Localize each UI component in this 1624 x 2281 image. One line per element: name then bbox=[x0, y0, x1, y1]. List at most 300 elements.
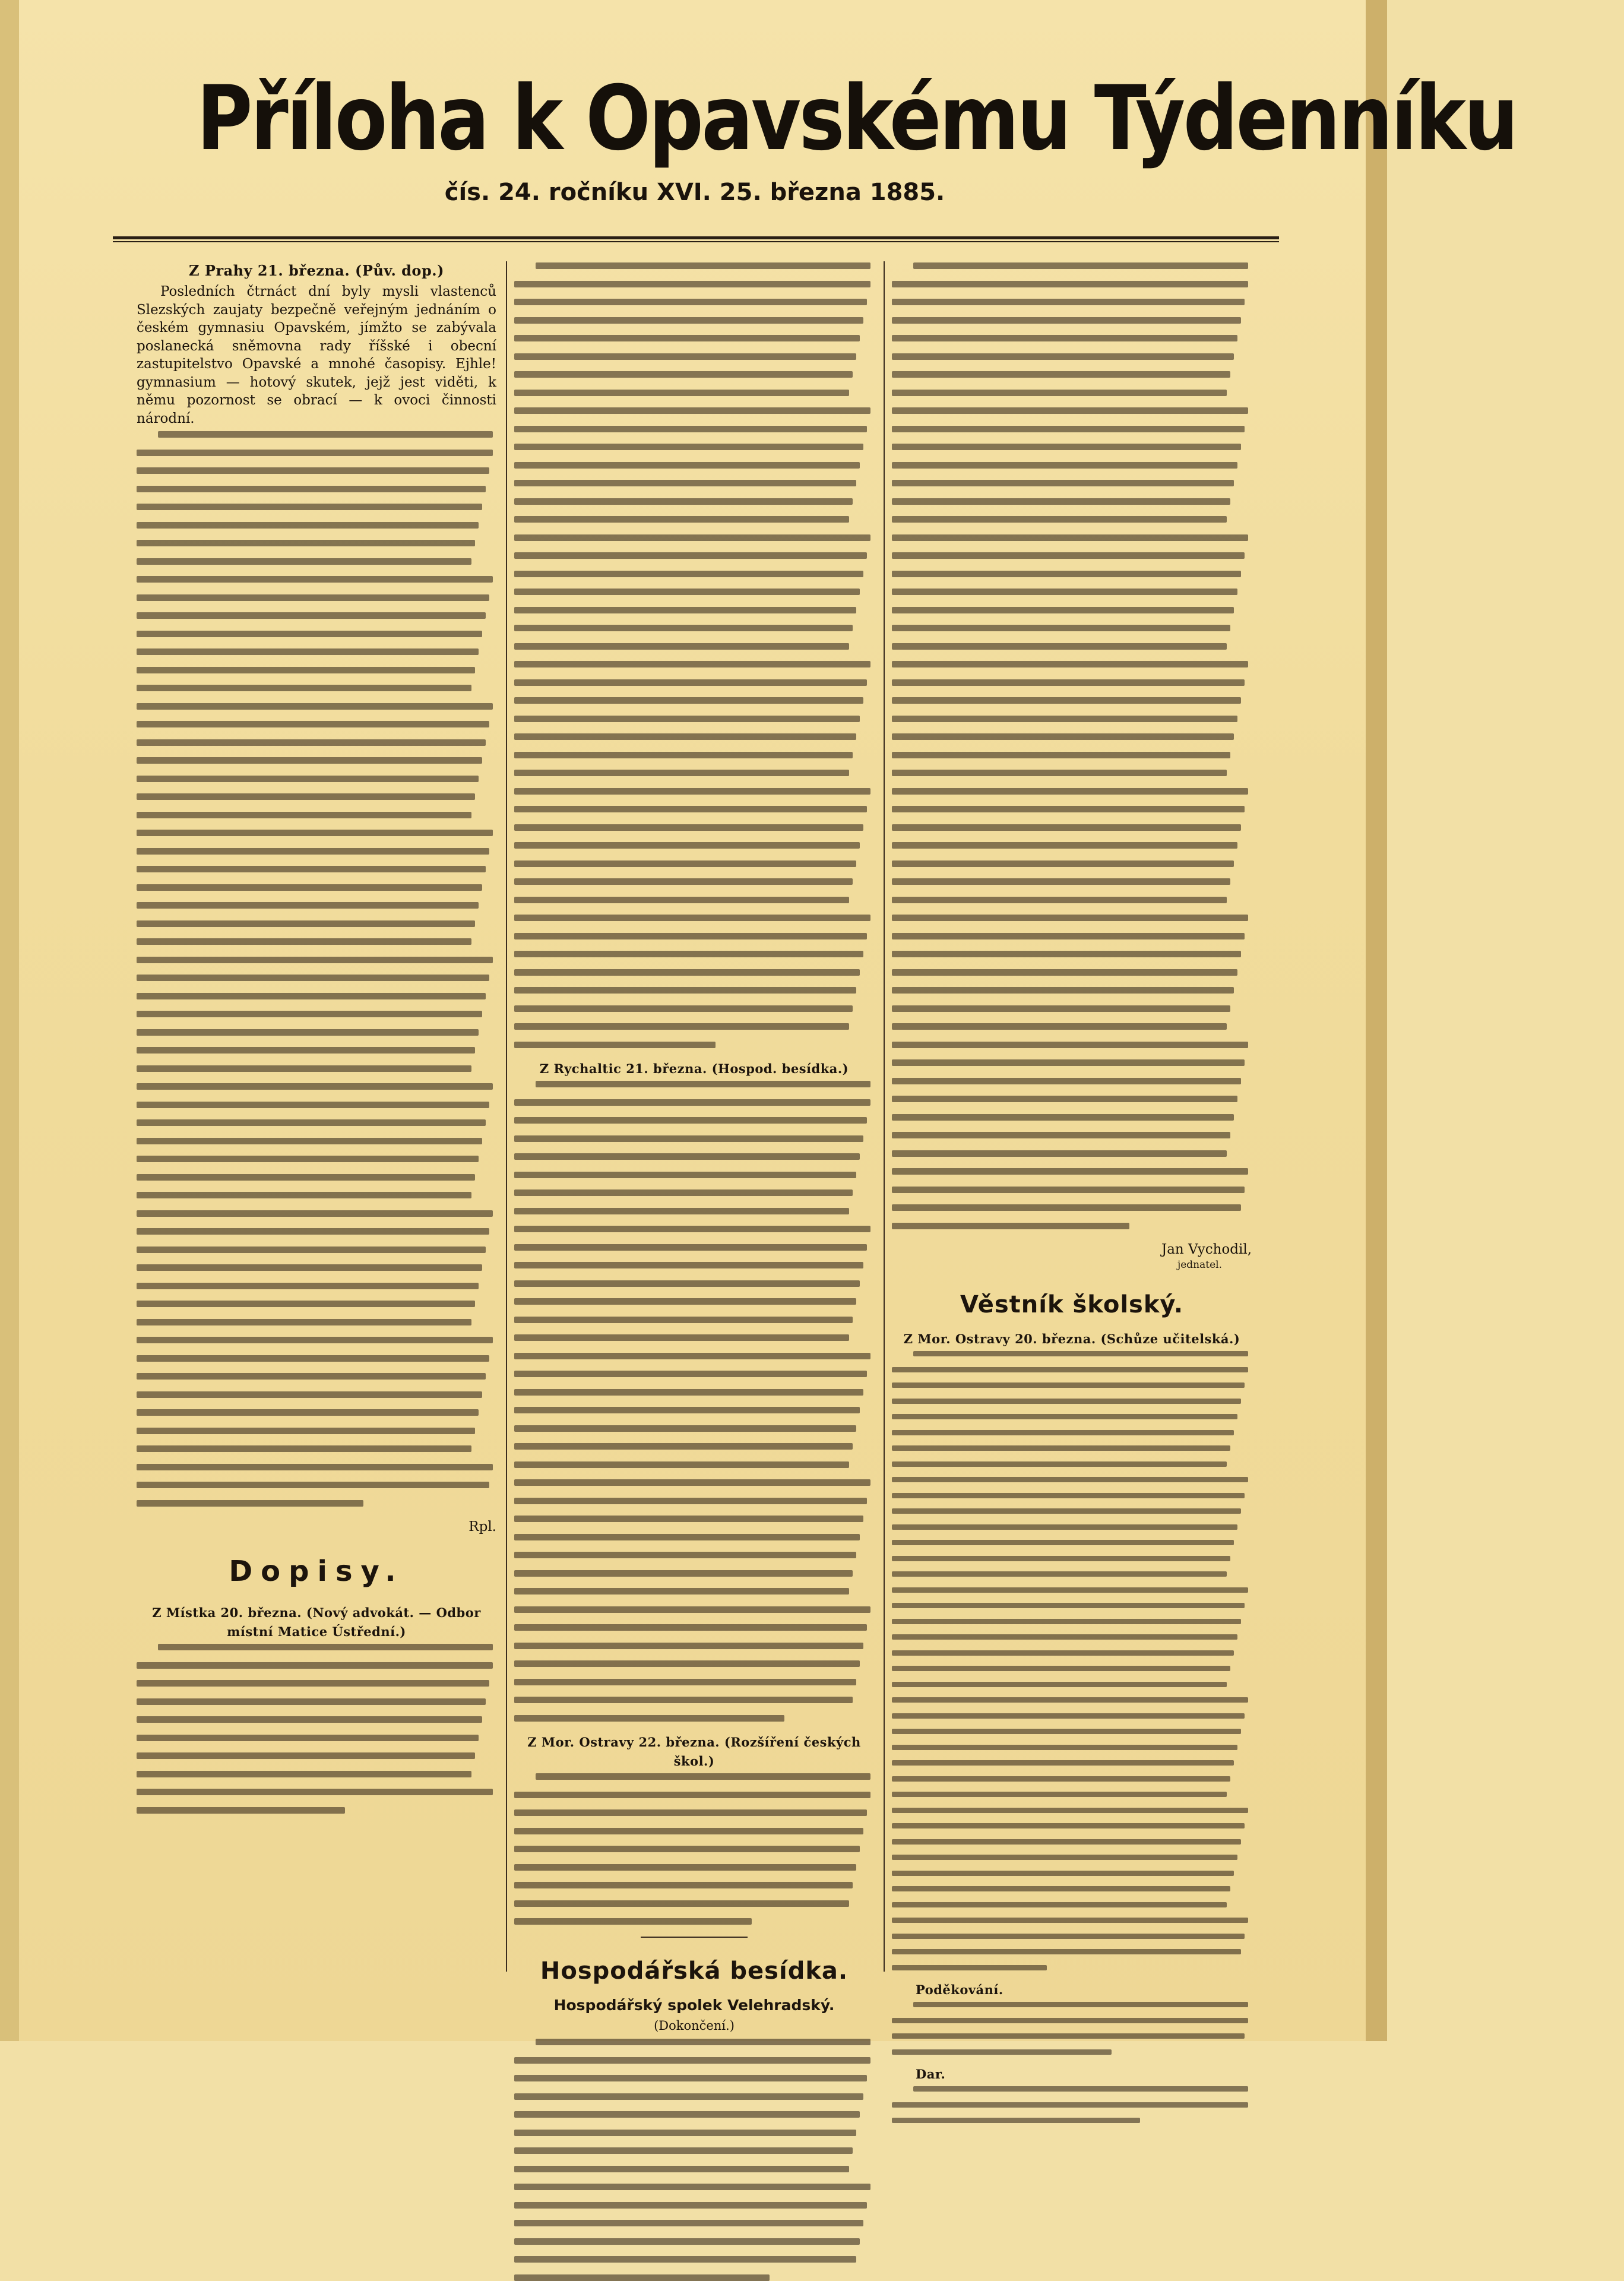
text-line bbox=[514, 860, 856, 867]
text-line bbox=[892, 1792, 1227, 1797]
text-line bbox=[892, 1855, 1237, 1860]
text-line bbox=[892, 1918, 1248, 1923]
text-line bbox=[137, 975, 489, 981]
text-line bbox=[137, 1156, 479, 1162]
text-line bbox=[892, 1096, 1237, 1102]
text-line bbox=[137, 450, 493, 456]
text-line bbox=[137, 1337, 493, 1343]
text-line bbox=[137, 1228, 489, 1235]
article-subtitle-velehrad: Hospodářský spolek Velehradský. bbox=[553, 1997, 835, 2014]
text-line bbox=[514, 1244, 867, 1251]
text-line bbox=[137, 594, 489, 601]
text-line bbox=[514, 1828, 863, 1834]
text-line bbox=[892, 1399, 1241, 1404]
text-line bbox=[913, 2086, 1248, 2092]
masthead-title: Příloha k Opavskému Týdenníku bbox=[196, 67, 1517, 170]
text-line bbox=[892, 1430, 1234, 1435]
text-line bbox=[514, 1846, 860, 1852]
article-text-praha-intro: Posledních čtrnáct dní byly mysli vlastenců Slezských zaujaty bezpečně veřejným jednáním o českém gymnasiu Opavském, jímžto se zabývala poslanecká sněmovna rady říšské i obecní zastupitelstvo Opavské a mnohé časopisy. Ejhle! gymnasium — hotový skutek, jejž jest viděti, k němu pozornost se obrací — k ovoci činnosti národní. bbox=[137, 284, 496, 426]
text-line bbox=[514, 2256, 856, 2263]
text-line bbox=[514, 2130, 856, 2136]
text-line bbox=[892, 679, 1245, 686]
text-line bbox=[514, 1226, 870, 1232]
text-line bbox=[514, 1005, 853, 1012]
text-line bbox=[514, 915, 870, 921]
text-line bbox=[137, 757, 482, 764]
text-line bbox=[892, 933, 1245, 939]
text-line bbox=[137, 993, 486, 999]
text-line bbox=[892, 1132, 1230, 1138]
text-line bbox=[892, 1493, 1245, 1498]
issue-line: čís. 24. ročníku XVI. 25. března 1885. bbox=[444, 179, 945, 206]
text-line bbox=[514, 1461, 849, 1468]
text-line bbox=[892, 1445, 1230, 1451]
text-line bbox=[137, 612, 486, 619]
text-line bbox=[514, 716, 860, 722]
notice-title-podekovani: Poděkování. bbox=[916, 1982, 1003, 1997]
text-line bbox=[158, 431, 493, 438]
text-line bbox=[514, 679, 867, 686]
text-line bbox=[514, 1135, 863, 1142]
text-line bbox=[892, 1367, 1248, 1372]
text-line bbox=[892, 1223, 1129, 1229]
text-line bbox=[137, 739, 486, 746]
text-line bbox=[514, 1117, 867, 1124]
text-line bbox=[514, 661, 870, 667]
text-line bbox=[137, 1662, 493, 1669]
text-line bbox=[514, 788, 870, 795]
text-line bbox=[137, 793, 475, 800]
text-line bbox=[892, 1934, 1245, 1939]
text-line bbox=[892, 1650, 1234, 1656]
column-1 bbox=[137, 261, 496, 1983]
text-line bbox=[514, 2238, 860, 2245]
text-line bbox=[514, 697, 863, 704]
text-line bbox=[892, 1150, 1227, 1157]
text-line bbox=[892, 589, 1237, 595]
text-line bbox=[892, 878, 1230, 885]
text-line bbox=[892, 969, 1237, 976]
text-line bbox=[514, 1588, 849, 1595]
text-line bbox=[892, 716, 1237, 722]
text-line bbox=[137, 866, 486, 872]
text-line bbox=[892, 571, 1241, 577]
text-line bbox=[892, 353, 1234, 360]
text-line bbox=[514, 571, 863, 577]
text-line bbox=[137, 1373, 486, 1380]
text-line bbox=[514, 1606, 870, 1613]
text-line bbox=[158, 1644, 493, 1650]
text-line bbox=[913, 1351, 1248, 1356]
text-line bbox=[892, 1556, 1230, 1561]
text-line bbox=[514, 1679, 856, 1685]
text-line bbox=[892, 1949, 1241, 1954]
text-line bbox=[514, 498, 853, 505]
text-line bbox=[514, 1498, 867, 1504]
text-line bbox=[892, 2033, 1245, 2039]
text-line bbox=[514, 2220, 863, 2226]
text-line bbox=[892, 625, 1230, 631]
text-line bbox=[892, 788, 1248, 795]
text-line bbox=[514, 1042, 716, 1048]
text-line bbox=[137, 1716, 482, 1723]
text-line bbox=[892, 1187, 1245, 1193]
text-line bbox=[514, 643, 849, 650]
text-line bbox=[514, 806, 867, 812]
text-line bbox=[892, 1839, 1241, 1845]
text-line bbox=[137, 1319, 471, 1325]
text-line bbox=[514, 2274, 770, 2281]
text-line bbox=[892, 1902, 1227, 1907]
text-line bbox=[892, 2118, 1140, 2123]
text-line bbox=[137, 1138, 482, 1144]
text-line bbox=[137, 558, 471, 565]
text-line bbox=[514, 1534, 860, 1540]
text-line bbox=[892, 480, 1234, 486]
text-line bbox=[514, 1516, 863, 1522]
article-signature-vychodil: Jan Vychodil, bbox=[1161, 1242, 1252, 1257]
text-line bbox=[514, 933, 867, 939]
text-line bbox=[514, 1023, 849, 1030]
article-body-mistek-continued bbox=[514, 262, 874, 1048]
text-line bbox=[137, 848, 489, 855]
text-line bbox=[514, 1882, 853, 1888]
text-line bbox=[137, 902, 479, 909]
text-line bbox=[892, 1414, 1237, 1419]
text-line bbox=[892, 1042, 1248, 1048]
text-line bbox=[137, 1735, 479, 1741]
text-line bbox=[514, 371, 853, 378]
text-line bbox=[137, 1047, 475, 1054]
text-line bbox=[892, 462, 1237, 469]
section-title-hospodarska-besidka: Hospodářská besídka. bbox=[540, 1957, 849, 1985]
text-line bbox=[137, 685, 471, 691]
article-dateline-ostrava-school: Z Mor. Ostravy 20. března. (Schůze učitelská.) bbox=[903, 1331, 1240, 1346]
text-line bbox=[514, 2166, 849, 2172]
text-line bbox=[137, 1391, 482, 1398]
text-line bbox=[514, 733, 856, 740]
text-line bbox=[892, 1078, 1241, 1084]
text-line bbox=[892, 1461, 1227, 1467]
text-line bbox=[514, 878, 853, 885]
text-line bbox=[536, 1081, 870, 1087]
text-line bbox=[892, 1697, 1248, 1703]
text-line bbox=[137, 938, 471, 945]
text-line bbox=[892, 697, 1241, 704]
text-line bbox=[514, 625, 853, 631]
text-line bbox=[536, 262, 870, 269]
text-line bbox=[892, 733, 1234, 740]
text-line bbox=[137, 1428, 475, 1434]
text-line bbox=[514, 1697, 853, 1703]
text-line bbox=[514, 589, 860, 595]
article-dateline-ostrava: Z Mor. Ostravy 22. března. (Rozšíření českých škol.) bbox=[527, 1735, 861, 1769]
text-line bbox=[892, 1871, 1234, 1876]
text-line bbox=[514, 444, 863, 450]
notice-title-dar: Dar. bbox=[916, 2067, 946, 2081]
text-line bbox=[137, 1680, 489, 1687]
text-line bbox=[892, 1634, 1237, 1640]
text-line bbox=[137, 1174, 475, 1181]
text-line bbox=[514, 2184, 870, 2190]
text-line bbox=[892, 951, 1241, 957]
text-line bbox=[137, 1065, 471, 1072]
text-line bbox=[137, 1445, 471, 1452]
text-line bbox=[514, 1643, 863, 1649]
text-line bbox=[892, 2018, 1248, 2023]
text-line bbox=[514, 516, 849, 523]
text-line bbox=[137, 1409, 479, 1416]
text-line bbox=[514, 1153, 860, 1160]
text-line bbox=[892, 317, 1241, 324]
text-line bbox=[514, 1407, 860, 1413]
masthead-rule-thin bbox=[113, 241, 1279, 242]
text-line bbox=[137, 1029, 479, 1036]
text-line bbox=[137, 1752, 475, 1759]
text-line bbox=[137, 1283, 479, 1289]
text-line bbox=[514, 1443, 853, 1450]
text-line bbox=[514, 607, 856, 613]
text-line bbox=[892, 1682, 1227, 1687]
text-line bbox=[514, 534, 870, 541]
masthead-rule bbox=[113, 236, 1279, 239]
text-line bbox=[892, 1886, 1230, 1891]
text-line bbox=[892, 1760, 1234, 1766]
text-line bbox=[137, 1698, 486, 1705]
text-line bbox=[514, 2057, 870, 2064]
text-line bbox=[892, 516, 1227, 523]
text-line bbox=[892, 752, 1230, 758]
text-line bbox=[514, 1792, 870, 1798]
text-line bbox=[892, 824, 1241, 831]
text-line bbox=[137, 522, 479, 529]
text-line bbox=[137, 920, 475, 927]
text-line bbox=[514, 1864, 856, 1871]
scan-edge-left bbox=[0, 0, 19, 2041]
text-line bbox=[514, 2075, 867, 2081]
text-line bbox=[514, 897, 849, 903]
text-line bbox=[514, 1900, 849, 1907]
text-line bbox=[137, 631, 482, 637]
article-body-ostrava bbox=[514, 1773, 874, 1925]
text-line bbox=[892, 2102, 1248, 2108]
text-line bbox=[514, 2111, 860, 2118]
text-line bbox=[137, 1264, 482, 1271]
text-line bbox=[892, 534, 1248, 541]
text-line bbox=[137, 504, 482, 510]
text-line bbox=[137, 1247, 486, 1253]
text-line bbox=[892, 1382, 1245, 1388]
masthead bbox=[89, 65, 1517, 209]
text-line bbox=[514, 1298, 856, 1305]
text-line bbox=[892, 1603, 1245, 1608]
text-line bbox=[137, 1482, 489, 1488]
text-line bbox=[137, 1771, 471, 1777]
text-line bbox=[892, 1619, 1241, 1624]
text-line bbox=[892, 806, 1245, 812]
text-line bbox=[514, 1425, 856, 1432]
text-line bbox=[892, 1965, 1047, 1970]
text-line bbox=[892, 1059, 1245, 1066]
text-line bbox=[514, 1809, 867, 1816]
article-body-podekovani bbox=[892, 2002, 1252, 2055]
text-line bbox=[536, 1773, 870, 1780]
article-dateline-praha: Z Prahy 21. března. (Pův. dop.) bbox=[189, 262, 444, 279]
text-line bbox=[892, 444, 1241, 450]
text-line bbox=[137, 1192, 471, 1198]
article-dateline-mistek: Z Místka 20. března. (Nový advokát. — Odbor místní Matice Ústřední.) bbox=[152, 1605, 481, 1639]
article-signature-role: jednatel. bbox=[1177, 1259, 1222, 1271]
text-line bbox=[892, 426, 1245, 432]
text-line bbox=[514, 842, 860, 849]
text-line bbox=[892, 371, 1230, 378]
text-line bbox=[514, 407, 870, 414]
text-line bbox=[514, 552, 867, 559]
text-line bbox=[892, 281, 1248, 287]
text-line bbox=[514, 1552, 856, 1558]
text-line bbox=[514, 1624, 867, 1631]
text-line bbox=[137, 467, 489, 474]
text-line bbox=[514, 2147, 853, 2154]
text-line bbox=[514, 1317, 853, 1323]
text-line bbox=[892, 897, 1227, 903]
text-line bbox=[137, 1011, 482, 1017]
text-line bbox=[536, 2039, 870, 2045]
article-body-velehrad bbox=[514, 2039, 874, 2281]
article-body-vestnik bbox=[892, 1351, 1252, 1970]
text-line bbox=[892, 390, 1227, 396]
text-line bbox=[892, 2049, 1112, 2055]
text-line bbox=[892, 1666, 1230, 1671]
text-line bbox=[137, 1789, 493, 1795]
text-line bbox=[514, 281, 870, 287]
text-line bbox=[514, 770, 849, 776]
text-line bbox=[137, 812, 471, 818]
text-line bbox=[514, 299, 867, 305]
scan-edge-right bbox=[1366, 0, 1387, 2041]
text-line bbox=[137, 703, 493, 710]
text-line bbox=[892, 1571, 1227, 1577]
text-line bbox=[514, 390, 849, 396]
text-line bbox=[514, 1371, 867, 1377]
text-line bbox=[514, 480, 856, 486]
text-line bbox=[137, 830, 493, 836]
text-line bbox=[892, 1823, 1245, 1828]
text-line bbox=[892, 1808, 1248, 1813]
text-line bbox=[514, 824, 863, 831]
text-line bbox=[514, 2093, 863, 2100]
text-line bbox=[892, 987, 1234, 994]
text-line bbox=[892, 1168, 1248, 1175]
text-line bbox=[137, 1807, 345, 1814]
text-line bbox=[514, 1918, 752, 1925]
section-title-vestnik-skolsky: Věstník školský. bbox=[960, 1291, 1184, 1318]
text-line bbox=[514, 2202, 867, 2209]
text-line bbox=[137, 776, 479, 782]
text-line bbox=[137, 721, 489, 727]
text-line bbox=[514, 1479, 870, 1486]
text-line bbox=[892, 860, 1234, 867]
text-line bbox=[514, 353, 856, 360]
text-line bbox=[514, 317, 863, 324]
text-line bbox=[892, 1745, 1237, 1750]
text-line bbox=[892, 1776, 1230, 1782]
text-line bbox=[892, 407, 1248, 414]
text-line bbox=[892, 1023, 1227, 1030]
text-line bbox=[892, 1477, 1248, 1482]
text-line bbox=[514, 752, 853, 758]
text-line bbox=[514, 1660, 860, 1667]
text-line bbox=[137, 1464, 493, 1470]
column-divider bbox=[506, 261, 507, 1972]
text-line bbox=[137, 957, 493, 963]
text-line bbox=[514, 1715, 784, 1722]
text-line bbox=[137, 884, 482, 891]
article-body-praha bbox=[137, 431, 496, 1507]
text-line bbox=[514, 1353, 870, 1359]
text-line bbox=[137, 648, 479, 655]
text-line bbox=[137, 576, 493, 583]
text-line bbox=[892, 643, 1227, 650]
text-line bbox=[137, 486, 486, 492]
text-line bbox=[514, 1208, 849, 1214]
text-line bbox=[514, 1262, 863, 1268]
text-line bbox=[137, 1083, 493, 1090]
text-line bbox=[892, 1713, 1245, 1719]
text-line bbox=[137, 1500, 363, 1507]
section-rule bbox=[641, 1937, 748, 1938]
text-line bbox=[892, 1005, 1230, 1012]
text-line bbox=[137, 667, 475, 673]
article-body-mistek bbox=[137, 1644, 496, 1814]
text-line bbox=[514, 462, 860, 469]
column-divider bbox=[884, 261, 885, 1972]
text-line bbox=[514, 1570, 853, 1577]
text-line bbox=[514, 426, 867, 432]
text-line bbox=[892, 1729, 1241, 1734]
text-line bbox=[514, 335, 860, 341]
text-line bbox=[892, 607, 1234, 613]
text-line bbox=[514, 969, 860, 976]
text-line bbox=[137, 540, 475, 546]
section-title-dopisy: Dopisy. bbox=[229, 1555, 404, 1588]
text-line bbox=[892, 1524, 1237, 1530]
text-line bbox=[892, 915, 1248, 921]
column-3 bbox=[892, 261, 1252, 2081]
text-line bbox=[913, 2002, 1248, 2007]
column-2 bbox=[514, 261, 874, 2033]
text-line bbox=[137, 1102, 489, 1108]
text-line bbox=[514, 1280, 860, 1287]
text-line bbox=[892, 1114, 1234, 1121]
text-line bbox=[137, 1210, 493, 1217]
text-line bbox=[892, 1508, 1241, 1514]
text-line bbox=[137, 1355, 489, 1362]
text-line bbox=[892, 770, 1227, 776]
text-line bbox=[892, 1540, 1234, 1545]
text-line bbox=[514, 1334, 849, 1341]
article-body-dar bbox=[892, 2086, 1252, 2123]
text-line bbox=[892, 842, 1237, 849]
text-line bbox=[892, 1204, 1241, 1211]
article-dateline-rychaltice: Z Rychaltic 21. března. (Hospod. besídka.) bbox=[539, 1061, 849, 1076]
text-line bbox=[892, 299, 1245, 305]
text-line bbox=[913, 262, 1248, 269]
article-body-velehrad-continued bbox=[892, 262, 1252, 1229]
text-line bbox=[892, 335, 1237, 341]
text-line bbox=[514, 987, 856, 994]
text-line bbox=[514, 951, 863, 957]
